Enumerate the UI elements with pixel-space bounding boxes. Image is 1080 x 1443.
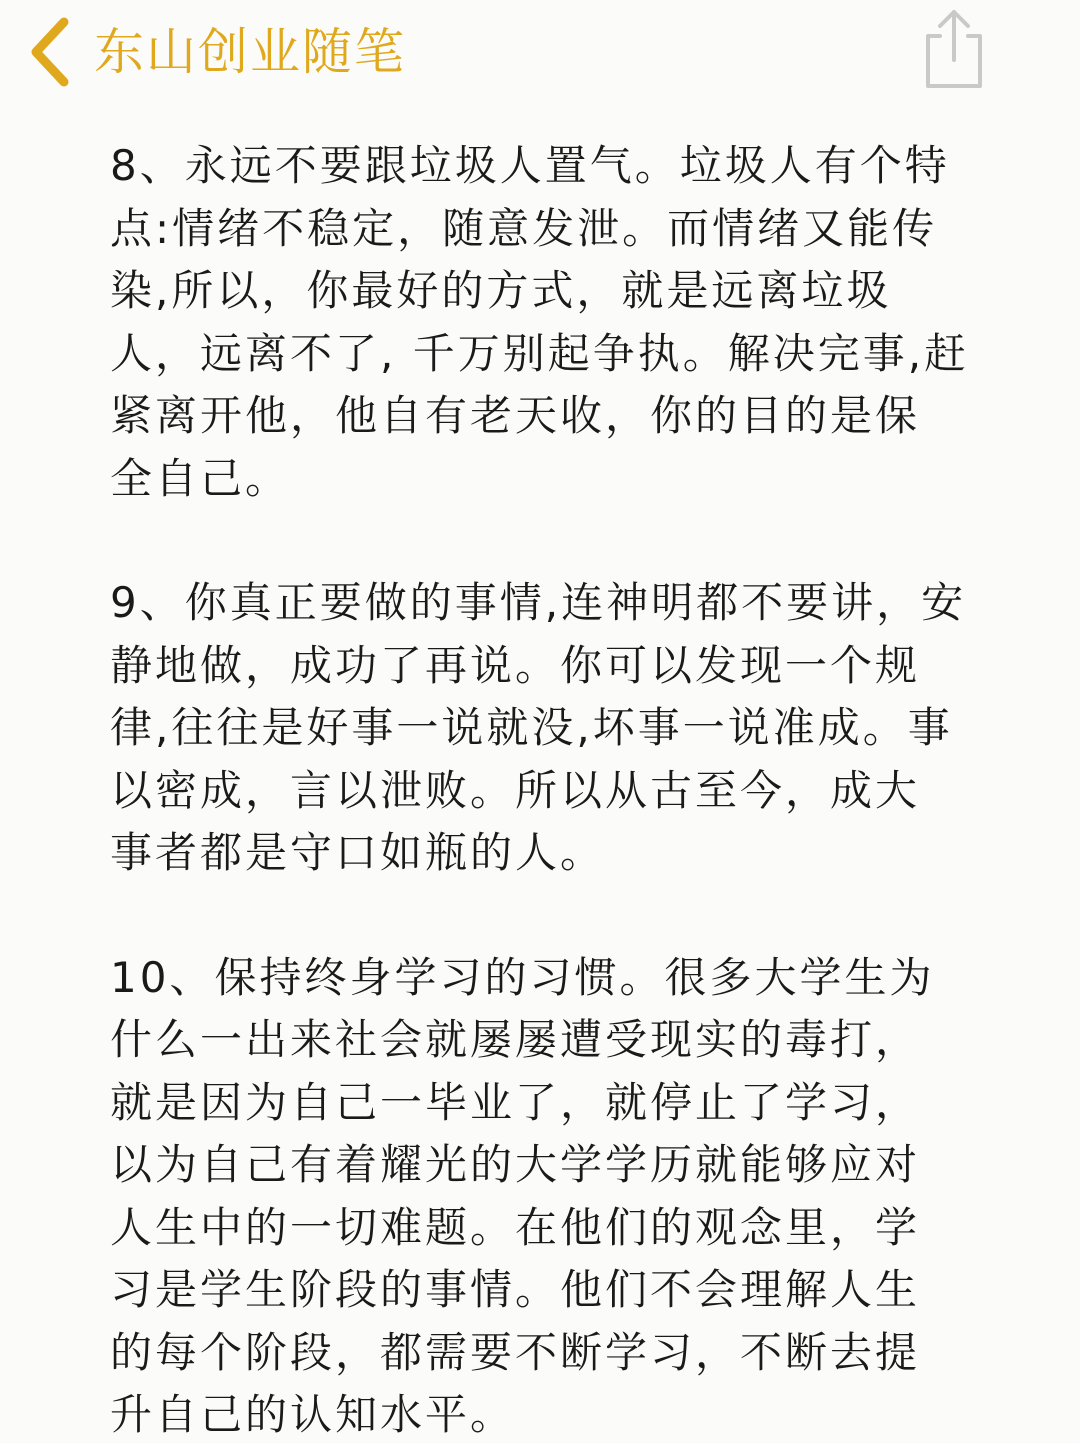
- note-line: 人生中的一切难题。在他们的观念里，学: [110, 1202, 921, 1252]
- note-line: 全自己。: [110, 453, 291, 503]
- note-line: 紧离开他，他自有老天收，你的目的是保: [110, 391, 921, 440]
- note-line: 事者都是守口如瓶的人。: [110, 828, 606, 877]
- note-line: 以密成，言以泄败。所以从古至今，成大: [110, 765, 921, 815]
- note-line: 8、永远不要跟垃圾人置气。垃圾人有个特: [110, 141, 950, 190]
- note-body: [110, 135, 970, 1443]
- note-line: 升自己的认知水平。: [110, 1390, 516, 1439]
- back-button[interactable]: [22, 14, 406, 90]
- navigation-bar: [0, 0, 1080, 110]
- note-line: 就是因为自己一毕业了，就停止了学习，: [110, 1077, 921, 1127]
- note-line: 律,往往是好事一说就没,坏事一说准成。事: [110, 703, 953, 752]
- note-line: 9、你真正要做的事情,连神明都不要讲，安: [110, 578, 967, 627]
- note-line: 染,所以，你最好的方式，就是远离垃圾: [110, 266, 892, 315]
- note-line: 什么一出来社会就屡屡遭受现实的毒打，: [110, 1015, 921, 1064]
- note-line: 人，远离不了, 千万别起争执。解决完事,赶: [110, 328, 970, 378]
- note-paragraph-8: [110, 135, 970, 510]
- note-paragraph-10: [110, 947, 970, 1443]
- share-icon[interactable]: [918, 6, 990, 92]
- note-line: 以为自己有着耀光的大学学历就能够应对: [110, 1140, 921, 1189]
- note-paragraph-9: [110, 572, 970, 885]
- chevron-left-icon: [22, 14, 82, 90]
- note-line: 静地做，成功了再说。你可以发现一个规: [110, 640, 921, 690]
- note-line: 点:情绪不稳定，随意发泄。而情绪又能传: [110, 203, 938, 253]
- back-label: 东山创业随笔: [94, 23, 406, 81]
- note-line: 的每个阶段，都需要不断学习，不断去提: [110, 1327, 921, 1377]
- note-line: 习是学生阶段的事情。他们不会理解人生: [110, 1265, 921, 1314]
- note-line: 10、保持终身学习的习惯。很多大学生为: [110, 952, 935, 1002]
